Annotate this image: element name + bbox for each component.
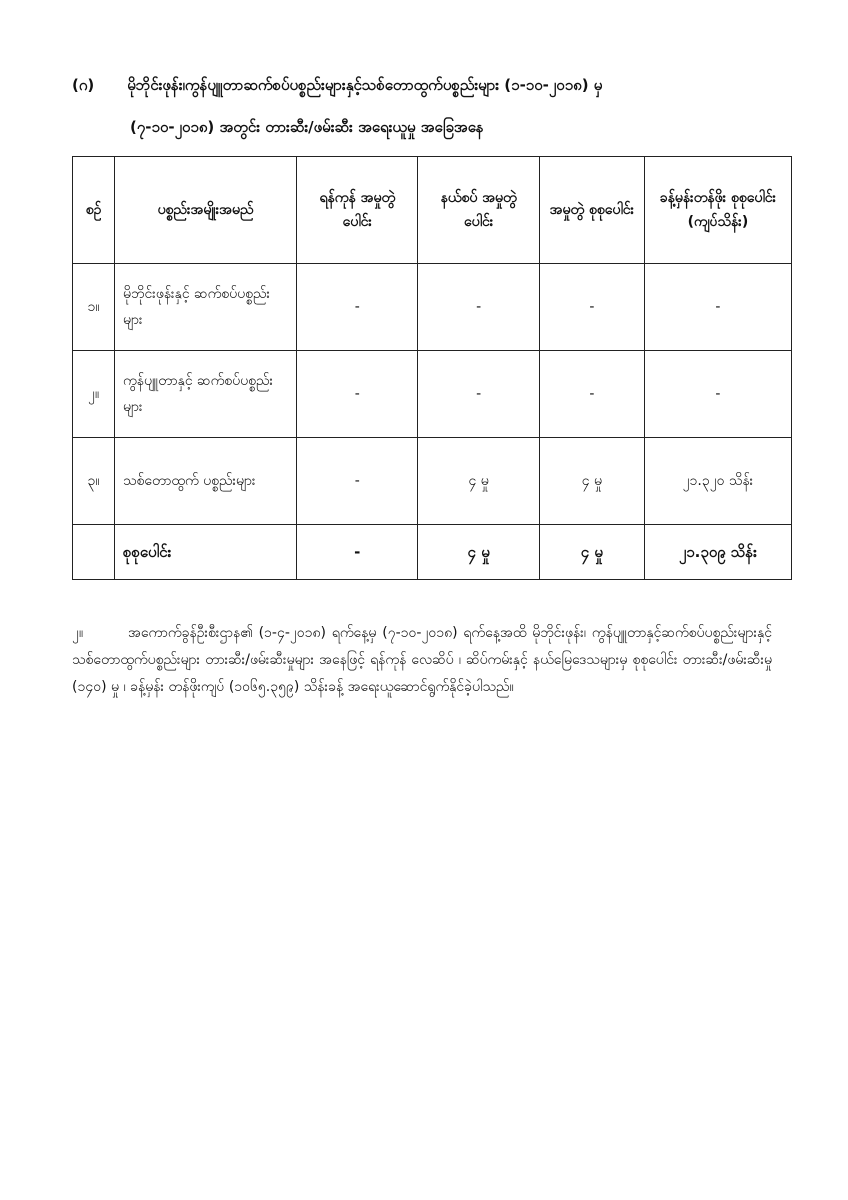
row-border-cases: -	[418, 351, 539, 438]
section-heading	[72, 76, 802, 98]
total-estimated-value: ၂၁.၃၀၉ သိန်း	[644, 525, 791, 580]
total-yangon-cases: -	[297, 525, 418, 580]
header-no: စဉ်	[73, 157, 115, 264]
row-total-cases: -	[539, 264, 644, 351]
summary-paragraph	[72, 620, 772, 701]
row-total-cases: ၄ မှု	[539, 438, 644, 525]
table-header-row	[73, 157, 792, 264]
row-yangon-cases: -	[297, 264, 418, 351]
table-row	[73, 264, 792, 351]
row-estimated-value: -	[644, 351, 791, 438]
total-row	[73, 525, 792, 580]
row-border-cases: ၄ မှု	[418, 438, 539, 525]
total-total-cases: ၄ မှု	[539, 525, 644, 580]
table-row	[73, 438, 792, 525]
row-estimated-value: -	[644, 264, 791, 351]
row-item: သစ်တောထွက် ပစ္စည်းများ	[115, 438, 297, 525]
header-border-cases: နယ်စပ် အမှုတွဲပေါင်း	[418, 157, 539, 264]
row-yangon-cases: -	[297, 438, 418, 525]
header-total-cases: အမှုတွဲ စုစုပေါင်း	[539, 157, 644, 264]
total-border-cases: ၄ မှု	[418, 525, 539, 580]
section-number: (ဂ)	[72, 76, 95, 94]
section-title-line-2: (၇-၁၀-၂၀၁၈) အတွင်း တားဆီး/ဖမ်းဆီး အရေးယူမှု အခြေအနေ	[130, 118, 484, 136]
table-row	[73, 351, 792, 438]
header-item: ပစ္စည်းအမျိုးအမည်	[115, 157, 297, 264]
seizure-table	[72, 156, 792, 580]
total-label: စုစုပေါင်း	[115, 525, 297, 580]
row-item: ကွန်ပျူတာနှင့် ဆက်စပ်ပစ္စည်းများ	[115, 351, 297, 438]
row-item: မိုဘိုင်းဖုန်းနှင့် ဆက်စပ်ပစ္စည်းများ	[115, 264, 297, 351]
paragraph-number: ၂။	[72, 625, 84, 641]
row-estimated-value: ၂၁.၃၂၀ သိန်း	[644, 438, 791, 525]
row-total-cases: -	[539, 351, 644, 438]
row-border-cases: -	[418, 264, 539, 351]
row-no: ၂။	[73, 351, 115, 438]
section-title-line-1: မိုဘိုင်းဖုန်း၊ကွန်ပျူတာဆက်စပ်ပစ္စည်းများနှင့်သစ်တောထွက်ပစ္စည်းများ (၁-၁၀-၂၀၁၈) မှ	[127, 76, 603, 94]
row-yangon-cases: -	[297, 351, 418, 438]
header-yangon-cases: ရန်ကုန် အမှုတွဲပေါင်း	[297, 157, 418, 264]
total-no	[73, 525, 115, 580]
paragraph-text: အကောက်ခွန်ဦးစီးဌာန၏ (၁-၄-၂၀၁၈) ရက်နေ့မှ (၇-၁၀-၂၀၁၈) ရက်နေ့အထိ မိုဘိုင်းဖုန်း၊ ကွန်ပျူတာနှင့်ဆက်စပ်ပစ္စည်းများနှင့် သစ်တောထွက်ပစ္စည်းများ တားဆီး/ဖမ်းဆီးမှုများ အနေဖြင့် ရန်ကုန် လေဆိပ် ၊ ဆိပ်ကမ်းနှင့် နယ်မြေဒေသများမှ စုစုပေါင်း တားဆီး/ဖမ်းဆီးမှု (၁၄၀) မှု ၊ ခန့်မှန်း တန်ဖိုးကျပ် (၁၀၆၅.၃၅၉) သိန်းခန့် အရေးယူဆောင်ရွက်နိုင်ခဲ့ပါသည်။	[72, 625, 772, 695]
header-estimated-value: ခန့်မှန်းတန်ဖိုး စုစုပေါင်း (ကျပ်သိန်း)	[644, 157, 791, 264]
row-no: ၁။	[73, 264, 115, 351]
row-no: ၃။	[73, 438, 115, 525]
